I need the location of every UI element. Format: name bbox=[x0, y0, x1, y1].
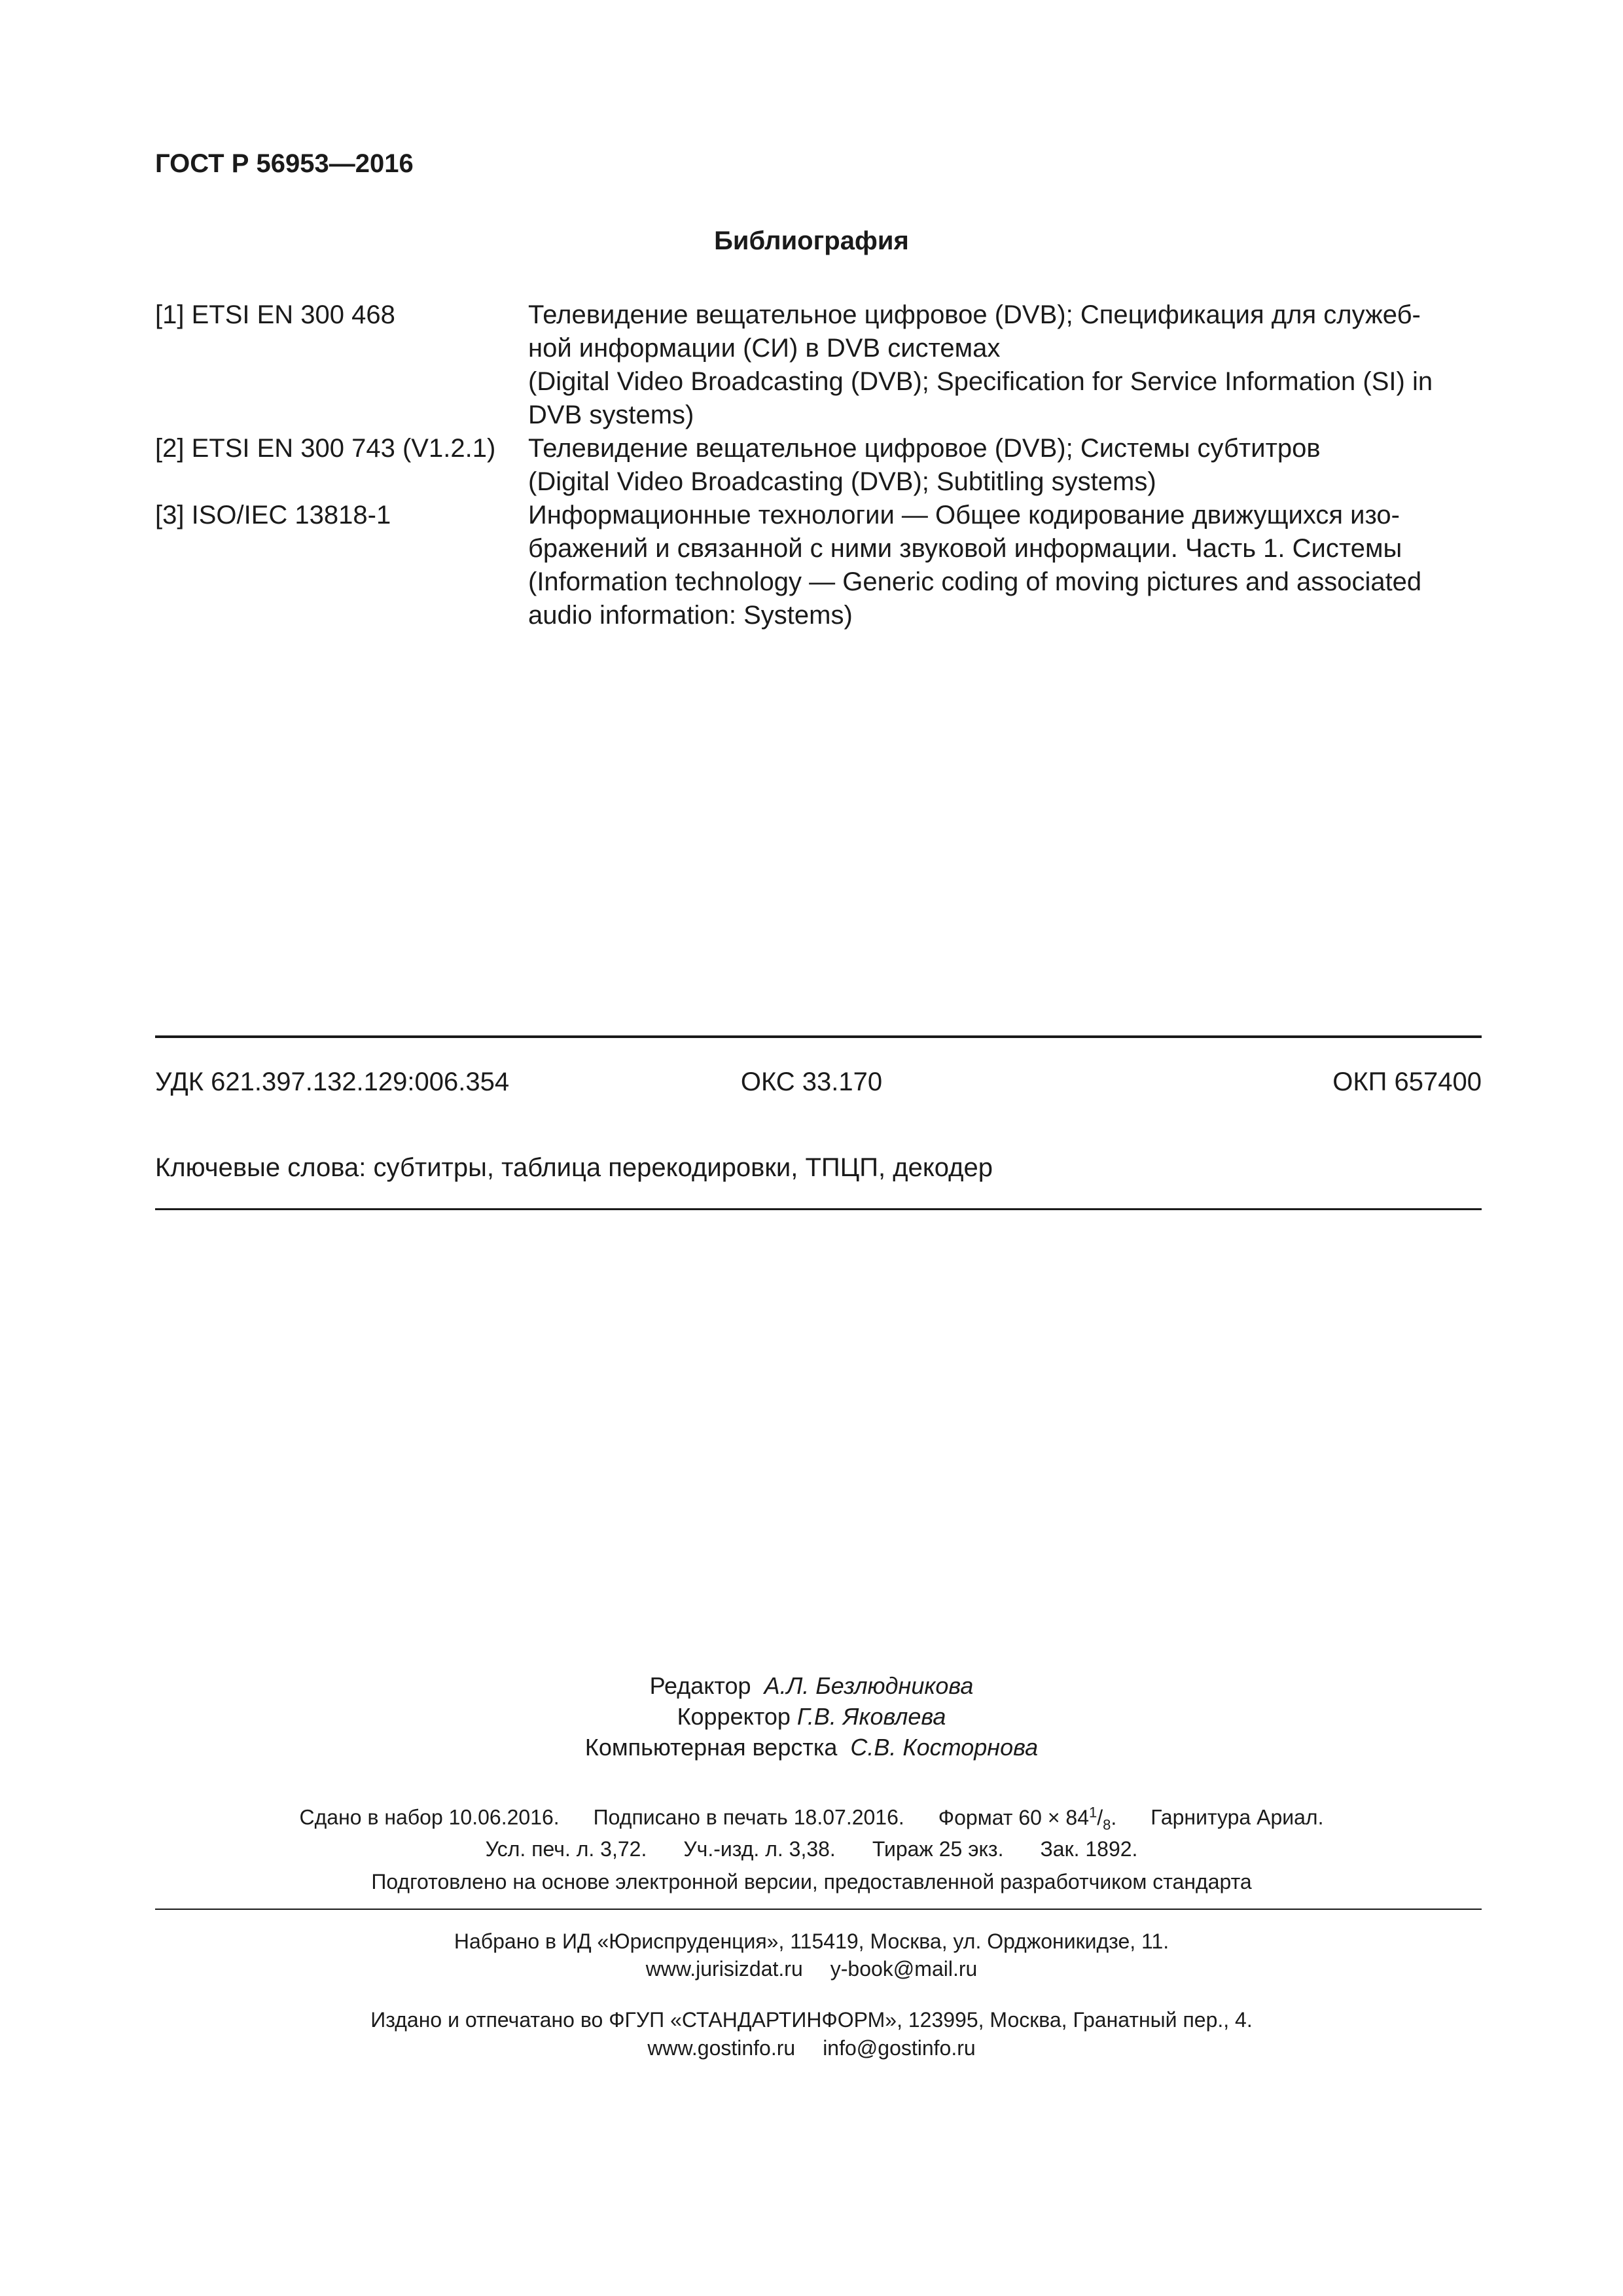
format-prefix: Формат 60 × 84 bbox=[938, 1805, 1089, 1829]
entry-line: (Digital Video Broadcasting (DVB); Specification for Service Information (SI) in bbox=[528, 367, 1433, 396]
entry-line: DVB systems) bbox=[528, 401, 694, 429]
okp-code: ОКП 657400 bbox=[1332, 1067, 1482, 1096]
published-site-link[interactable]: www.gostinfo.ru bbox=[647, 2036, 796, 2060]
entry-reference: [2] ETSI EN 300 743 (V1.2.1) bbox=[155, 434, 496, 463]
typeset-note: Набрано в ИД «Юриспруденция», 115419, Москва, ул. Орджоникидзе, 11. bbox=[454, 1929, 1169, 1953]
published-contacts bbox=[0, 2036, 1623, 2060]
entry-line: (Information technology — Generic coding of moving pictures and associated bbox=[528, 567, 1422, 596]
entry-line: Информационные технологии — Общее кодирование движущихся изо- bbox=[528, 501, 1400, 529]
imprint-rule bbox=[155, 1909, 1482, 1910]
print-run: Тираж 25 экз. bbox=[872, 1837, 1004, 1861]
editor-label: Редактор bbox=[649, 1672, 751, 1699]
entry-description bbox=[528, 432, 1482, 499]
udk-code: УДК 621.397.132.129:006.354 bbox=[155, 1067, 510, 1096]
entry-line: (Digital Video Broadcasting (DVB); Subtitling systems) bbox=[528, 467, 1156, 496]
standard-number: ГОСТ Р 56953—2016 bbox=[155, 149, 414, 178]
typeset-site-link[interactable]: www.jurisizdat.ru bbox=[645, 1957, 803, 1981]
corrector-line bbox=[0, 1701, 1623, 1732]
signed-date: Подписано в печать 18.07.2016. bbox=[593, 1805, 904, 1829]
format-denominator: 8 bbox=[1103, 1816, 1111, 1833]
keywords: Ключевые слова: субтитры, таблица перекодировки, ТПЦП, декодер bbox=[155, 1153, 993, 1182]
corrector-label: Корректор bbox=[677, 1703, 791, 1730]
bibliography-entry bbox=[155, 298, 1482, 432]
layout-line bbox=[0, 1732, 1623, 1763]
keywords-bottom-rule bbox=[155, 1208, 1482, 1210]
entry-reference: [1] ETSI EN 300 468 bbox=[155, 300, 395, 329]
format-slash: / bbox=[1097, 1805, 1103, 1829]
corrector-name: Г.В. Яковлева bbox=[796, 1703, 946, 1730]
entry-line: Телевидение вещательное цифровое (DVB); Системы субтитров bbox=[528, 434, 1321, 463]
format-numerator: 1 bbox=[1089, 1804, 1097, 1820]
typeface: Гарнитура Ариал. bbox=[1150, 1805, 1324, 1829]
entry-line: бражений и связанной с ними звуковой информации. Часть 1. Системы bbox=[528, 534, 1402, 563]
order-number: Зак. 1892. bbox=[1040, 1837, 1138, 1861]
print-sheets: Усл. печ. л. 3,72. bbox=[485, 1837, 647, 1861]
bibliography-entry bbox=[155, 432, 1482, 499]
publishing-sheets: Уч.-изд. л. 3,38. bbox=[683, 1837, 836, 1861]
entry-reference: [3] ISO/IEC 13818-1 bbox=[155, 501, 391, 529]
entry-line: audio information: Systems) bbox=[528, 601, 853, 630]
editor-name: А.Л. Безлюдникова bbox=[764, 1672, 974, 1699]
credits-block bbox=[0, 1670, 1623, 1763]
editor-line bbox=[0, 1670, 1623, 1701]
entry-line: Телевидение вещательное цифровое (DVB); Спецификация для служеб- bbox=[528, 300, 1421, 329]
entry-line: ной информации (СИ) в DVB системах bbox=[528, 334, 1001, 363]
layout-label: Компьютерная верстка bbox=[584, 1734, 838, 1761]
imprint-line-1 bbox=[0, 1804, 1623, 1833]
layout-name: С.В. Косторнова bbox=[850, 1734, 1039, 1761]
imprint-line-2 bbox=[0, 1837, 1623, 1861]
entry-description bbox=[528, 499, 1482, 632]
paper-format bbox=[938, 1804, 1117, 1833]
entry-description bbox=[528, 298, 1482, 432]
typeset-email-link[interactable]: y-book@mail.ru bbox=[830, 1957, 978, 1981]
bibliography-list bbox=[155, 298, 1482, 632]
published-note: Издано и отпечатано во ФГУП «СТАНДАРТИНФОРМ», 123995, Москва, Гранатный пер., 4. bbox=[370, 2008, 1253, 2032]
oks-code: ОКС 33.170 bbox=[740, 1067, 883, 1096]
classification-top-rule bbox=[155, 1035, 1482, 1038]
typeset-contacts bbox=[0, 1957, 1623, 1981]
bibliography-entry bbox=[155, 499, 1482, 632]
prepared-note: Подготовлено на основе электронной версии, предоставленной разработчиком стандарта bbox=[371, 1870, 1252, 1893]
bibliography-title: Библиография bbox=[714, 226, 909, 255]
submitted-date: Сдано в набор 10.06.2016. bbox=[299, 1805, 560, 1829]
format-end: . bbox=[1111, 1805, 1117, 1829]
published-email-link[interactable]: info@gostinfo.ru bbox=[823, 2036, 976, 2060]
